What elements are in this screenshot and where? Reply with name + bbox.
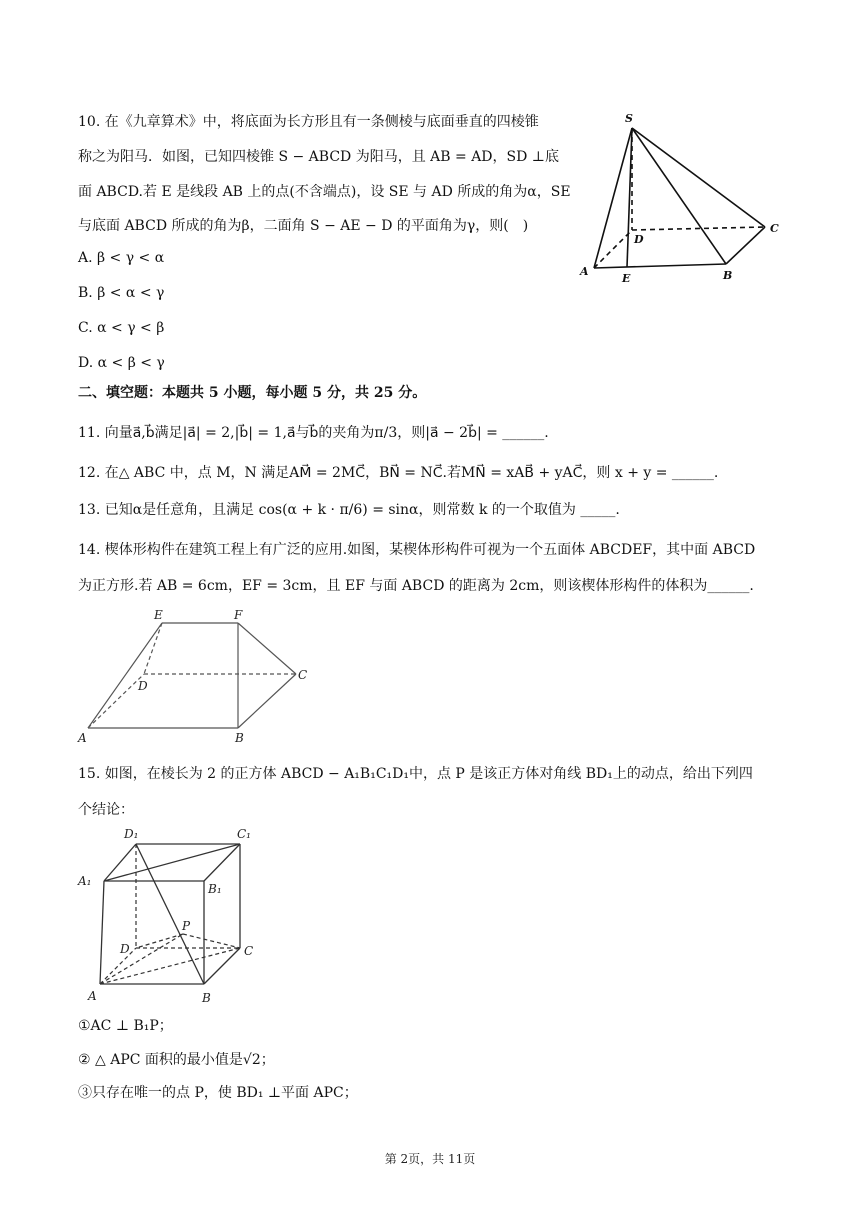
edge-bc (238, 674, 296, 728)
q10-line-3: 面 ABCD.若 E 是线段 AB 上的点(不含端点)，设 SE 与 AD 所成的角为α，SE (78, 184, 571, 200)
label-b: B (235, 731, 244, 745)
q15-conclusion-1: ①AC ⊥ B₁P； (78, 1018, 173, 1034)
edge-ad (88, 674, 144, 728)
edge-pc (183, 934, 240, 948)
edge-dc (632, 227, 765, 230)
q10-option-d: D. α < β < γ (78, 355, 165, 371)
q14-line-1: 14. 楔体形构件在建筑工程上有广泛的应用.如图，某楔体形构件可视为一个五面体 ABCDEF，其中面 ABCD (78, 542, 756, 558)
edge-bc (204, 948, 240, 984)
label-d1: D₁ (124, 827, 139, 841)
label-d: D (138, 679, 148, 693)
edge-a1c1 (104, 844, 240, 881)
edge-pd (136, 934, 183, 948)
label-d: D (120, 942, 130, 956)
q12: 12. 在△ ABC 中，点 M，N 满足AM⃗ = 2MC⃗，BN⃗ = NC⃗.若MN⃗ = xAB⃗ + yAC⃗，则 x + y = ______. (78, 465, 719, 481)
page-footer: 第 2页，共 11页 (384, 1152, 476, 1166)
edge-ap (100, 934, 183, 984)
q10-line-2: 称之为阳马．如图，已知四棱锥 S − ABCD 为阳马，且 AB = AD，SD ⊥底 (78, 149, 559, 165)
edge-ea (88, 623, 162, 728)
q15-cube-figure (74, 822, 274, 1007)
label-p: P (182, 919, 191, 933)
edge-a1d1 (104, 844, 136, 881)
label-e: E (622, 272, 631, 285)
edge-sa (594, 128, 632, 268)
q13: 13. 已知α是任意角，且满足 cos(α + k · π/6) = sinα，则常数 k 的一个取值为 _____. (78, 502, 620, 518)
label-b: B (202, 991, 211, 1005)
edge-sc (632, 128, 765, 227)
label-a: A (580, 265, 589, 278)
edge-a1a (100, 881, 104, 984)
label-s: S (625, 112, 633, 125)
edge-fc (238, 623, 296, 674)
q10-line-4: 与底面 ABCD 所成的角为β，二面角 S − AE − D 的平面角为γ，则( ) (78, 218, 529, 234)
q10-line-1: 10. 在《九章算术》中，将底面为长方形且有一条侧棱与底面垂直的四棱锥 (78, 114, 539, 130)
q10-option-a: A. β < γ < α (78, 250, 165, 266)
label-c: C (770, 222, 779, 235)
edge-d1b (136, 844, 204, 984)
label-c1: C₁ (237, 827, 251, 841)
edge-sb (632, 128, 726, 264)
edge-bc (726, 227, 765, 264)
q10-pyramid-figure (575, 108, 785, 288)
label-a: A (88, 989, 97, 1003)
q10-option-b: B. β < α < γ (78, 285, 165, 301)
q11: 11. 向量a⃗,b⃗满足|a⃗| = 2,|b⃗| = 1,a⃗与b⃗的夹角为π/3，则|a⃗ − 2b⃗| = ______. (78, 425, 549, 441)
label-e: E (154, 608, 163, 622)
q15-line-1: 15. 如图，在棱长为 2 的正方体 ABCD − A₁B₁C₁D₁中，点 P 是该正方体对角线 BD₁上的动点，给出下列四 (78, 766, 753, 782)
edge-ed (144, 623, 162, 674)
q10-option-c: C. α < γ < β (78, 320, 165, 336)
section-heading: 二、填空题：本题共 5 小题，每小题 5 分，共 25 分。 (78, 385, 427, 401)
label-c: C (244, 944, 254, 958)
q14-line-2: 为正方形.若 AB = 6cm，EF = 3cm，且 EF 与面 ABCD 的距离为 2cm，则该楔体形构件的体积为______. (78, 578, 754, 594)
label-b1: B₁ (208, 882, 222, 896)
label-a1: A₁ (78, 874, 92, 888)
label-c: C (298, 668, 308, 682)
label-a: A (78, 731, 87, 745)
q15-conclusion-3: ③只存在唯一的点 P，使 BD₁ ⊥平面 APC； (78, 1085, 358, 1101)
edge-ab (594, 264, 726, 268)
q14-wedge-figure (72, 606, 322, 746)
q15-line-2: 个结论： (78, 802, 134, 818)
q15-conclusion-2: ② △ APC 面积的最小值是√2； (78, 1052, 275, 1068)
label-b: B (723, 269, 733, 282)
label-f: F (234, 608, 243, 622)
label-d: D (634, 233, 644, 246)
